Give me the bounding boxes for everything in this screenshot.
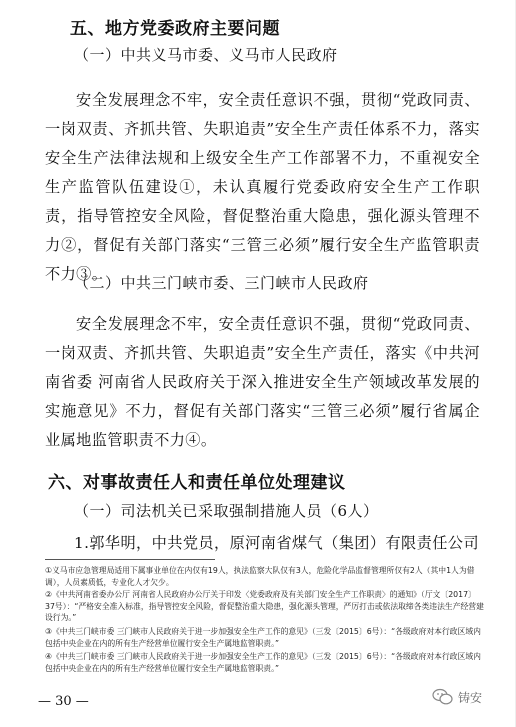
footnote-3: ③《中共三门峡市委 三门峡市人民政府关于进一步加强安全生产工作的意见》（三发〔2015〕6号）：“各级政府对本行政区域内包括中央企业在内的所有生产经营单位履行安全生产属地监管职责。” (45, 627, 481, 648)
subsection-body-1: 安全发展理念不牢，安全责任意识不强，贯彻“党政同责、一岗双责、齐抓共管、失职追责”安全生产责任体系不力，落实安全生产法律法规和上级安全生产工作部署不力，不重视安全生产监管队伍建设①，未认真履行党委政府安全生产工作职责，指导管控安全风险，督促整治重大隐患，强化源头管理不力②，督促有关部门落实“三管三必须”履行安全生产监管职责不力③。 (45, 91, 480, 283)
section-6-title: 六、对事故责任人和责任单位处理建议 (48, 473, 346, 493)
page-number: — 30 — (38, 694, 89, 709)
subsection-6-1-title: （一）司法机关已采取强制措施人员（6人） (74, 502, 379, 520)
item-1: 1.郭华明，中共党员，原河南省煤气（集团）有限责任公司 (74, 534, 479, 552)
section-title: 五、地方党委政府主要问题 (70, 19, 280, 39)
wechat-icon (432, 688, 454, 706)
footnote-4: ④《中共三门峡市委 三门峡市人民政府关于进一步加强安全生产工作的意见》（三发〔2015〕6号）：“各级政府对本行政区域内包括中央企业在内的所有生产经营单位履行安全生产属地监管职责。” (45, 652, 481, 673)
subsection-title-1: （一）中共义马市委、义马市人民政府 (74, 46, 338, 64)
footnote-rule (45, 559, 215, 560)
footnote-1: ①义马市应急管理局适用下属事业单位在内仅有19人，执法监察大队仅有3人，危险化学品监督管理所仅有2人（其中1人为借调），人员素质低，专业化人才欠少。 (45, 566, 475, 587)
watermark (432, 688, 482, 706)
footnote-2: ②《中共河南省委办公厅 河南省人民政府办公厅关于印发〈党委政府及有关部门安全生产工作职责〉的通知》（厅文〔2017〕37号）：“严格安全准入标准，指导管控安全风险，督促整治重大隐患，强化源头管理，严厉打击或依法取缔各类违法生产经营建设行为。” (45, 590, 484, 622)
subsection-title-2: （二）中共三门峡市委、三门峡市人民政府 (74, 274, 369, 292)
watermark-text: 铸安 (458, 690, 483, 705)
subsection-body-2: 安全发展理念不牢，安全责任意识不强，贯彻“党政同责、一岗双责、齐抓共管、失职追责”安全生产责任，落实《中共河南省委 河南省人民政府关于深入推进安全生产领域改革发展的实施意见》不力，督促有关部门落实“三管三必须”履行省属企业属地监管职责不力④。 (45, 315, 480, 449)
